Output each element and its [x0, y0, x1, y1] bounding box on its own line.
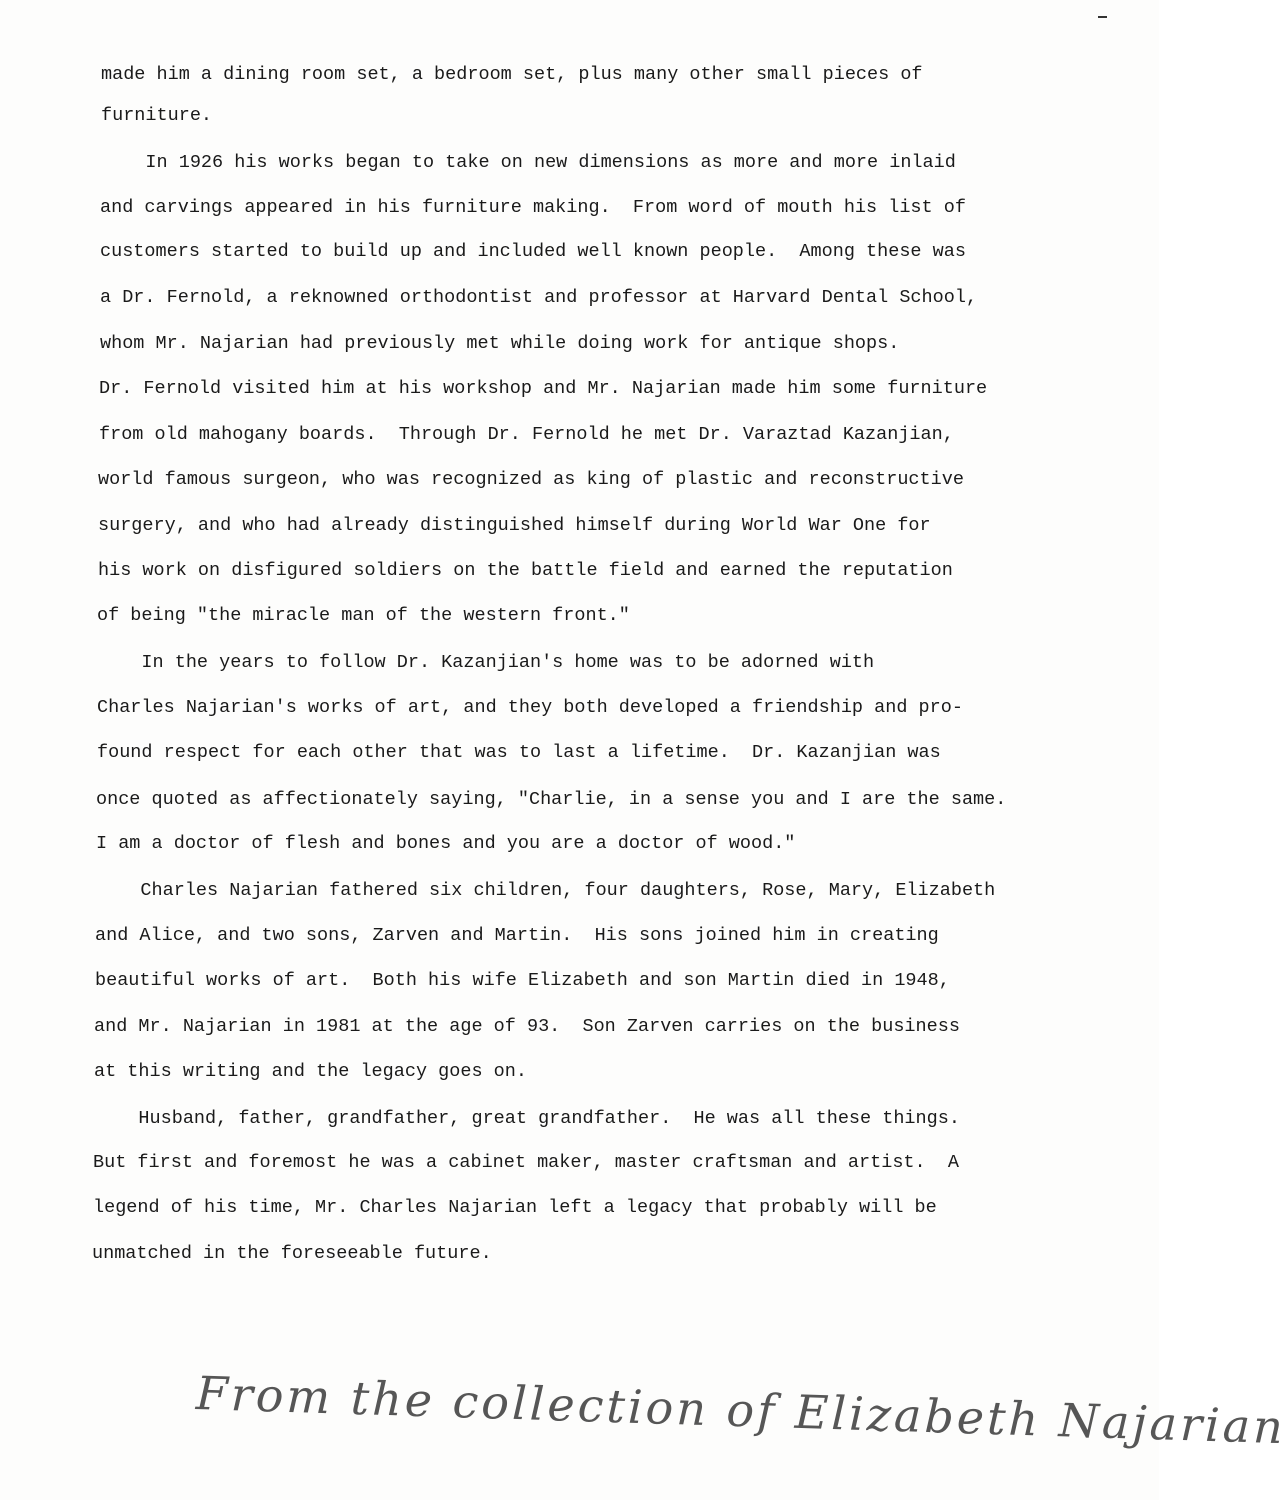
text-line: surgery, and who had already distinguished himself during World War One for	[98, 515, 931, 536]
text-line: from old mahogany boards. Through Dr. Fernold he met Dr. Varaztad Kazanjian,	[99, 424, 954, 445]
text-line: found respect for each other that was to last a lifetime. Dr. Kazanjian was	[97, 742, 941, 763]
text-line: world famous surgeon, who was recognized as king of plastic and reconstructive	[98, 469, 964, 490]
text-line: In 1926 his works began to take on new dimensions as more and more inlaid	[101, 152, 956, 173]
text-line: and carvings appeared in his furniture making. From word of mouth his list of	[100, 197, 966, 218]
text-line: and Alice, and two sons, Zarven and Martin. His sons joined him in creating	[95, 925, 939, 946]
text-line: Charles Najarian's works of art, and they both developed a friendship and pro-	[97, 697, 963, 718]
text-line: at this writing and the legacy goes on.	[94, 1061, 527, 1082]
text-line: whom Mr. Najarian had previously met while doing work for antique shops.	[100, 333, 900, 354]
text-line: I am a doctor of flesh and bones and you are a doctor of wood."	[96, 833, 796, 854]
text-line: But first and foremost he was a cabinet maker, master craftsman and artist. A	[93, 1152, 959, 1173]
text-line: and Mr. Najarian in 1981 at the age of 93. Son Zarven carries on the business	[94, 1016, 960, 1037]
text-line: Charles Najarian fathered six children, four daughters, Rose, Mary, Elizabeth	[96, 880, 996, 901]
text-line: Dr. Fernold visited him at his workshop and Mr. Najarian made him some furniture	[99, 378, 988, 399]
text-line: his work on disfigured soldiers on the battle field and earned the reputation	[98, 560, 953, 581]
text-line: furniture.	[101, 105, 213, 126]
text-line: In the years to follow Dr. Kazanjian's home was to be adorned with	[97, 652, 875, 673]
text-line: beautiful works of art. Both his wife Elizabeth and son Martin died in 1948,	[95, 970, 950, 991]
text-line: customers started to build up and included well known people. Among these was	[100, 241, 966, 262]
text-line: made him a dining room set, a bedroom set, plus many other small pieces of	[101, 64, 923, 85]
text-line: of being "the miracle man of the western front."	[97, 605, 630, 626]
text-line: Husband, father, grandfather, great grandfather. He was all these things.	[94, 1108, 960, 1129]
text-line: legend of his time, Mr. Charles Najarian left a legacy that probably will be	[93, 1197, 937, 1218]
text-line: a Dr. Fernold, a reknowned orthodontist and professor at Harvard Dental School,	[100, 287, 978, 308]
handwritten-note: From the collection of Elizabeth Najarian	[195, 1366, 1287, 1455]
text-line: unmatched in the foreseeable future.	[92, 1243, 492, 1264]
corner-mark	[1098, 16, 1107, 18]
text-line: once quoted as affectionately saying, "Charlie, in a sense you and I are the same.	[96, 789, 1007, 810]
